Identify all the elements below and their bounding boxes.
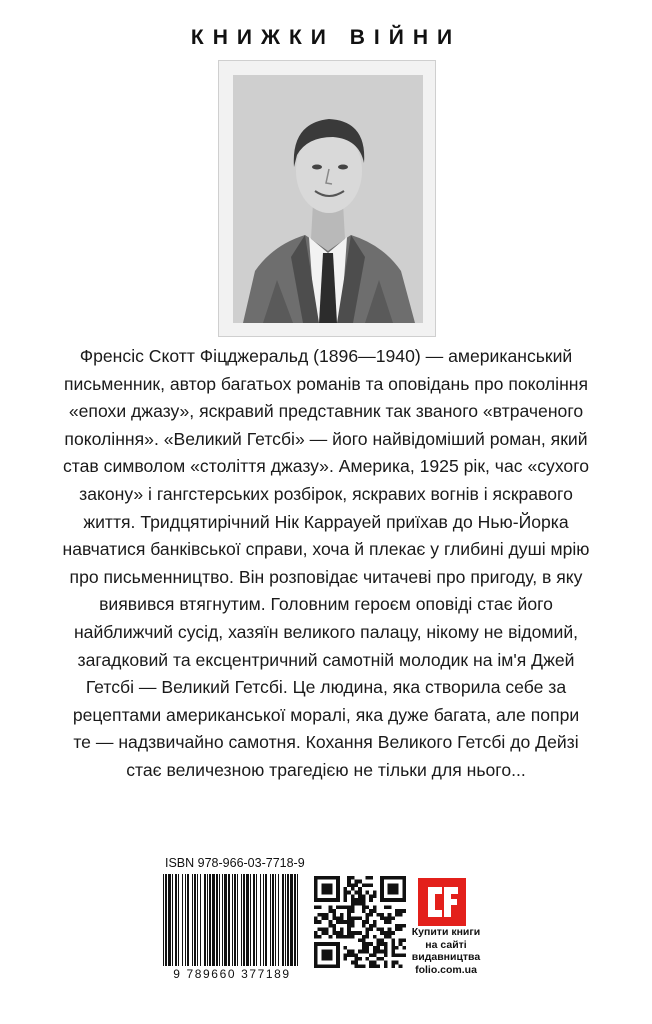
author-portrait-image xyxy=(233,75,423,323)
isbn-number: ISBN 978-966-03-7718-9 xyxy=(165,856,305,870)
series-title: КНИЖКИ ВІЙНИ xyxy=(190,26,462,49)
publisher-shop-text: Купити книги на сайті видавництва folio.com.ua xyxy=(411,926,481,976)
cf-publisher-logo-icon[interactable] xyxy=(418,878,466,926)
barcode-digits: 9 789660 377189 xyxy=(173,967,291,981)
qr-code-icon[interactable] xyxy=(314,876,406,968)
barcode-icon xyxy=(161,874,301,966)
book-description: Френсіс Скотт Фіцджеральд (1896—1940) — американський письменник, автор багатьох романів та оповідань про покоління «епохи джазу», яскравий представник так званого «втраченого покоління». «Великий Гетсбі» — його найвідоміший роман, який став символом «століття джазу». Америка, 1925 рік, час «сухого закону» і гангстерських розбірок, яскравих вогнів і яскравого життя. Тридцятирічний Нік Каррауей приїхав до Нью-Йорка навчатися банківської справи, хоча й плекає у глибині душі мрію про письменництво. Він розповідає читачеві про пригоду, в яку виявився втягнутим. Головним героєм оповіді стає його найближчий сусід, хазяїн великого палацу, нікому не відомий, загадковий та ексцентричний самотній молодик на ім'я Джей Гетсбі — Великий Гетсбі. Це людина, яка створила себе за рецептами американської моралі, яка дуже багата, але попри те — надзвичайно самотня. Кохання Великого Гетсбі до Дейзі стає величезною трагедією не тільки для нього... xyxy=(62,346,590,780)
author-photo xyxy=(218,60,436,337)
